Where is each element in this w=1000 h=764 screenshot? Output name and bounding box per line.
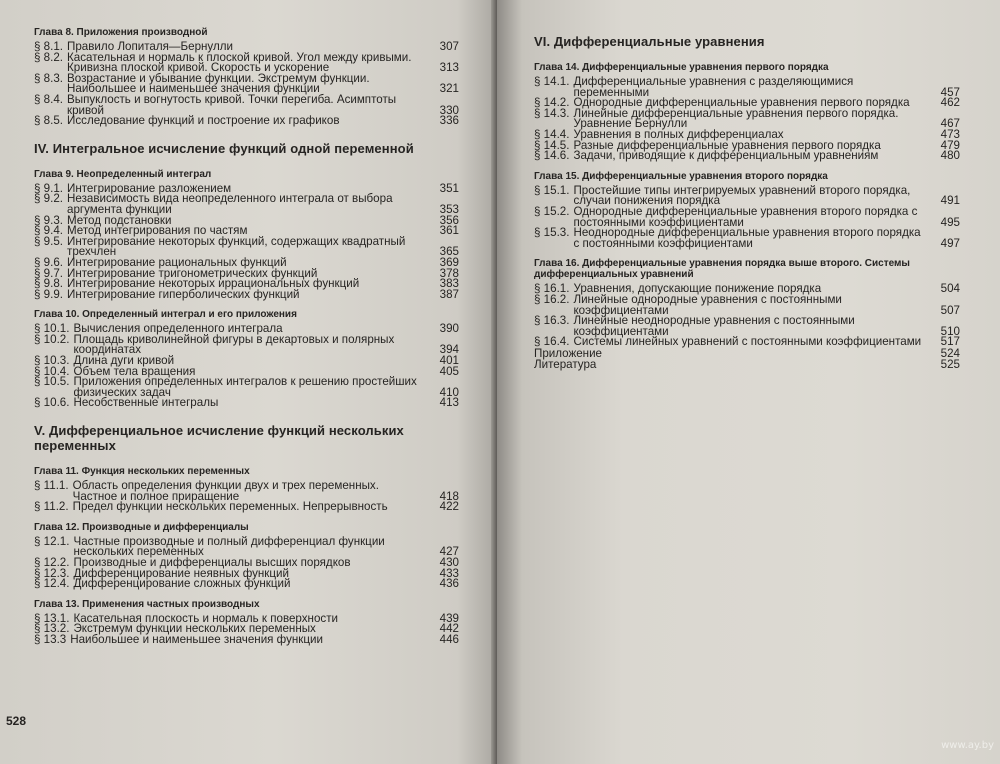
toc-entry [534, 316, 960, 337]
section-title: Интегрирование разложением [67, 181, 232, 195]
page-ref: 401 [439, 354, 459, 368]
section-title: Неоднородные дифференциальные уравнения второго порядка с постоянными коэффициентами [573, 226, 921, 250]
section-number: § 11.1. [34, 479, 69, 493]
page-ref: 361 [439, 224, 459, 238]
section-title: Наибольшее и наименьшее значения функции [70, 632, 323, 646]
section-title: Интегрирование гиперболических функций [67, 287, 300, 301]
toc-entry [34, 50, 459, 75]
section-number: § 16.1. [534, 282, 570, 296]
section-number: § 14.2. [534, 96, 570, 110]
page-ref: 353 [439, 202, 459, 216]
section-number: § 12.2. [34, 556, 70, 569]
page-ref: 307 [439, 40, 459, 53]
section-number: § 13.1. [34, 611, 70, 625]
section-title: Независимость вида неопределенного интеграла от выбора аргумента функции [67, 192, 393, 216]
section-number: § 15.2. [534, 204, 570, 218]
chapter-heading: Глава 10. Определенный интеграл и его приложения [34, 309, 297, 321]
page-ref: 510 [940, 324, 960, 338]
page-ref: 413 [439, 396, 459, 410]
section-number: § 8.5. [34, 114, 64, 128]
toc-entry [34, 92, 459, 117]
chapter-heading: Глава 14. Дифференциальные уравнения первого порядка [534, 62, 829, 73]
section-title: Разные дифференциальные уравнения первого порядка [573, 138, 881, 152]
toc-entry [34, 502, 459, 513]
page-ref: 491 [940, 194, 960, 208]
page-ref: 507 [940, 303, 960, 317]
page-ref: 479 [940, 138, 960, 152]
section-title: Касательная и нормаль к плоской кривой. Угол между кривыми. Кривизна плоской кривой. Скорость и ускорение [67, 50, 412, 75]
toc-entry [34, 71, 459, 96]
page-ref: 436 [439, 577, 459, 591]
page-ref: 442 [439, 622, 459, 636]
chapter-heading: Глава 8. Приложения производной [34, 27, 208, 38]
section-title: Уравнения в полных дифференциалах [573, 127, 784, 141]
toc-entry [34, 398, 459, 409]
section-number: § 10.3. [34, 354, 70, 368]
page-ref: 497 [940, 236, 960, 250]
chapter-heading: Глава 16. Дифференциальные уравнения порядка выше второго. Системы дифференциальных уравнений [534, 258, 910, 281]
section-title: Частные производные и полный дифференциал функции нескольких переменных [73, 534, 385, 559]
section-number: § 12.3. [34, 566, 70, 580]
part-heading: V. Дифференциальное исчисление функций нескольких переменных [34, 423, 404, 454]
section-title: Линейные неоднородные уравнения с постоянными коэффициентами [573, 314, 855, 338]
section-number: § 8.1. [34, 40, 64, 53]
section-title: Метод подстановки [67, 213, 172, 227]
section-number: § 12.4. [34, 577, 70, 591]
page-ref: 418 [439, 489, 459, 503]
page-ref: 430 [439, 556, 459, 569]
section-number: § 14.3. [534, 106, 570, 120]
page-ref: 504 [940, 282, 960, 296]
section-number: § 16.4. [534, 335, 570, 349]
section-number: § 9.7. [34, 266, 64, 280]
section-number: § 14.6. [534, 149, 570, 163]
section-number: § 9.4. [34, 224, 64, 238]
section-number: § 11.2. [34, 500, 69, 514]
section-number: § 10.4. [34, 364, 70, 378]
toc-entry [34, 534, 459, 559]
section-title: Вычисления определенного интеграла [73, 322, 283, 336]
page-ref: 330 [439, 103, 459, 117]
section-title: Возрастание и убывание функции. Экстремум функции. Наибольшее и наименьшее значения функции [67, 71, 370, 96]
section-title: Метод интегрирования по частям [67, 224, 248, 238]
section-title: Объем тела вращения [73, 364, 196, 378]
section-number: § 9.9. [34, 287, 64, 301]
section-number: § 9.3. [34, 213, 64, 227]
page-ref: 457 [940, 85, 960, 99]
section-number: § 9.5. [34, 234, 64, 248]
section-number: § 10.2. [34, 332, 70, 346]
page-ref: 446 [439, 632, 459, 646]
section-number: § 16.3. [534, 314, 570, 328]
page-ref: 369 [439, 255, 459, 269]
section-title: Однородные дифференциальные уравнения первого порядка [573, 96, 910, 110]
section-title: Приложения определенных интегралов к решению простейших физических задач [73, 375, 417, 399]
toc-entry [34, 234, 459, 259]
appendix-title: Приложение [534, 346, 603, 360]
section-title: Линейные однородные уравнения с постоянными коэффициентами [573, 292, 842, 317]
toc-entry [34, 481, 459, 502]
page-ref: 336 [439, 114, 459, 128]
section-number: § 14.5. [534, 138, 570, 152]
section-title: Интегрирование рациональных функций [67, 255, 287, 269]
section-number: § 9.6. [34, 255, 64, 269]
section-number: § 8.2. [34, 50, 64, 64]
page-ref: 525 [940, 357, 960, 371]
section-title: Дифференциальные уравнения с разделяющимися переменными [573, 75, 854, 99]
page-ref: 462 [940, 96, 960, 110]
section-title: Дифференцирование сложных функций [73, 577, 291, 591]
page-ref: 351 [439, 181, 459, 195]
page-ref: 433 [439, 566, 459, 580]
chapter-heading: Глава 13. Применения частных производных [34, 598, 260, 610]
chapter-heading: Глава 9. Неопределенный интеграл [34, 168, 212, 180]
toc-appendix-entry [534, 348, 960, 359]
section-title: Производные и дифференциалы высших порядков [73, 556, 351, 569]
toc-appendix-entry [534, 359, 960, 370]
section-title: Линейные дифференциальные уравнения первого порядка. Уравнение Бернулли [573, 106, 899, 131]
page-ref: 405 [439, 364, 459, 378]
toc-entry [534, 106, 960, 131]
section-number: § 14.1. [534, 75, 570, 88]
toc-entry [34, 632, 459, 646]
left-page [0, 0, 497, 764]
section-title: Простейшие типы интегрируемых уравнений второго порядка, случаи понижения порядка [573, 183, 911, 208]
page-ref: 313 [439, 61, 459, 75]
section-title: Задачи, приводящие к дифференциальным уравнениям [573, 149, 879, 163]
section-number: § 15.3. [534, 226, 570, 240]
section-title: Уравнения, допускающие понижение порядка [573, 282, 822, 296]
section-number: § 12.1. [34, 534, 70, 548]
page-ref: 390 [439, 322, 459, 336]
page-ref: 422 [439, 500, 459, 514]
section-number: § 10.6. [34, 396, 70, 410]
page-ref: 480 [940, 149, 960, 163]
section-title: Выпуклость и вогнутость кривой. Точки перегиба. Асимптоты кривой [67, 92, 397, 117]
section-title: Площадь криволинейной фигуры в декартовых и полярных координатах [73, 332, 395, 357]
section-number: § 9.8. [34, 277, 64, 291]
section-number: § 9.1. [34, 181, 64, 195]
page-ref: 394 [439, 343, 459, 357]
section-title: Область определения функции двух и трех переменных. Частное и полное приращение [72, 479, 379, 503]
section-title: Правило Лопиталя—Бернулли [67, 40, 233, 53]
section-title: Дифференцирование неявных функций [73, 566, 289, 580]
page-ref: 495 [940, 215, 960, 229]
section-title: Интегрирование некоторых функций, содержащих квадратный трехчлен [67, 234, 406, 259]
right-toc [534, 34, 960, 370]
toc-entry [534, 204, 960, 229]
toc-entry [34, 287, 459, 301]
part-heading: IV. Интегральное исчисление функций одной переменной [34, 140, 414, 156]
section-title: Экстремум функции нескольких переменных [73, 622, 316, 636]
section-title: Несобственные интегралы [73, 396, 219, 410]
left-toc [34, 27, 459, 646]
toc-entry [534, 292, 960, 317]
chapter-heading: Глава 12. Производные и дифференциалы [34, 521, 249, 533]
toc-entry [34, 116, 459, 127]
page-ref: 517 [940, 335, 960, 349]
section-number: § 8.3. [34, 71, 64, 85]
watermark: www.ay.by [941, 740, 994, 751]
section-number: § 10.5. [34, 375, 70, 389]
toc-entry [34, 332, 459, 357]
section-title: Интегрирование тригонометрических функций [67, 266, 318, 280]
section-title: Интегрирование некоторых иррациональных функций [67, 277, 360, 291]
section-number: § 10.1. [34, 322, 70, 336]
page-ref: 321 [439, 82, 459, 96]
toc-entry [534, 151, 960, 162]
page-ref: 356 [439, 213, 459, 227]
page-ref: 378 [439, 266, 459, 280]
section-number: § 16.2. [534, 292, 570, 306]
section-title: Системы линейных уравнений с постоянными коэффициентами [573, 335, 922, 349]
page-ref: 410 [439, 385, 459, 399]
toc-entry [534, 77, 960, 98]
section-number: § 15.1. [534, 183, 570, 197]
part-heading: VI. Дифференциальные уравнения [534, 34, 765, 49]
page-ref: 439 [439, 611, 459, 625]
page-ref: 387 [439, 287, 459, 301]
section-title: Предел функции нескольких переменных. Непрерывность [72, 500, 388, 514]
section-title: Касательная плоскость и нормаль к поверхности [73, 611, 338, 625]
page-ref: 383 [439, 277, 459, 291]
page-number: 528 [6, 714, 27, 728]
section-number: § 13.3 [34, 632, 67, 646]
chapter-heading: Глава 11. Функция нескольких переменных [34, 466, 250, 478]
page-ref: 427 [439, 545, 459, 559]
toc-entry [34, 194, 459, 215]
page-ref: 365 [439, 245, 459, 259]
toc-entry [34, 579, 459, 590]
right-page [497, 0, 1000, 764]
appendix-title: Литература [534, 357, 597, 371]
section-title: Длина дуги кривой [73, 354, 175, 368]
section-title: Исследование функций и построение их графиков [67, 114, 340, 128]
section-number: § 8.4. [34, 92, 64, 106]
section-title: Однородные дифференциальные уравнения второго порядка с постоянными коэффициентами [573, 204, 918, 229]
section-number: § 9.2. [34, 192, 64, 206]
chapter-heading: Глава 15. Дифференциальные уравнения второго порядка [534, 170, 828, 182]
page-ref: 524 [940, 346, 960, 360]
section-number: § 14.4. [534, 127, 570, 141]
toc-entry [534, 228, 960, 249]
toc-entry [34, 377, 459, 398]
toc-entry [534, 183, 960, 208]
section-number: § 13.2. [34, 622, 70, 636]
page-ref: 473 [940, 127, 960, 141]
page-ref: 467 [940, 117, 960, 131]
